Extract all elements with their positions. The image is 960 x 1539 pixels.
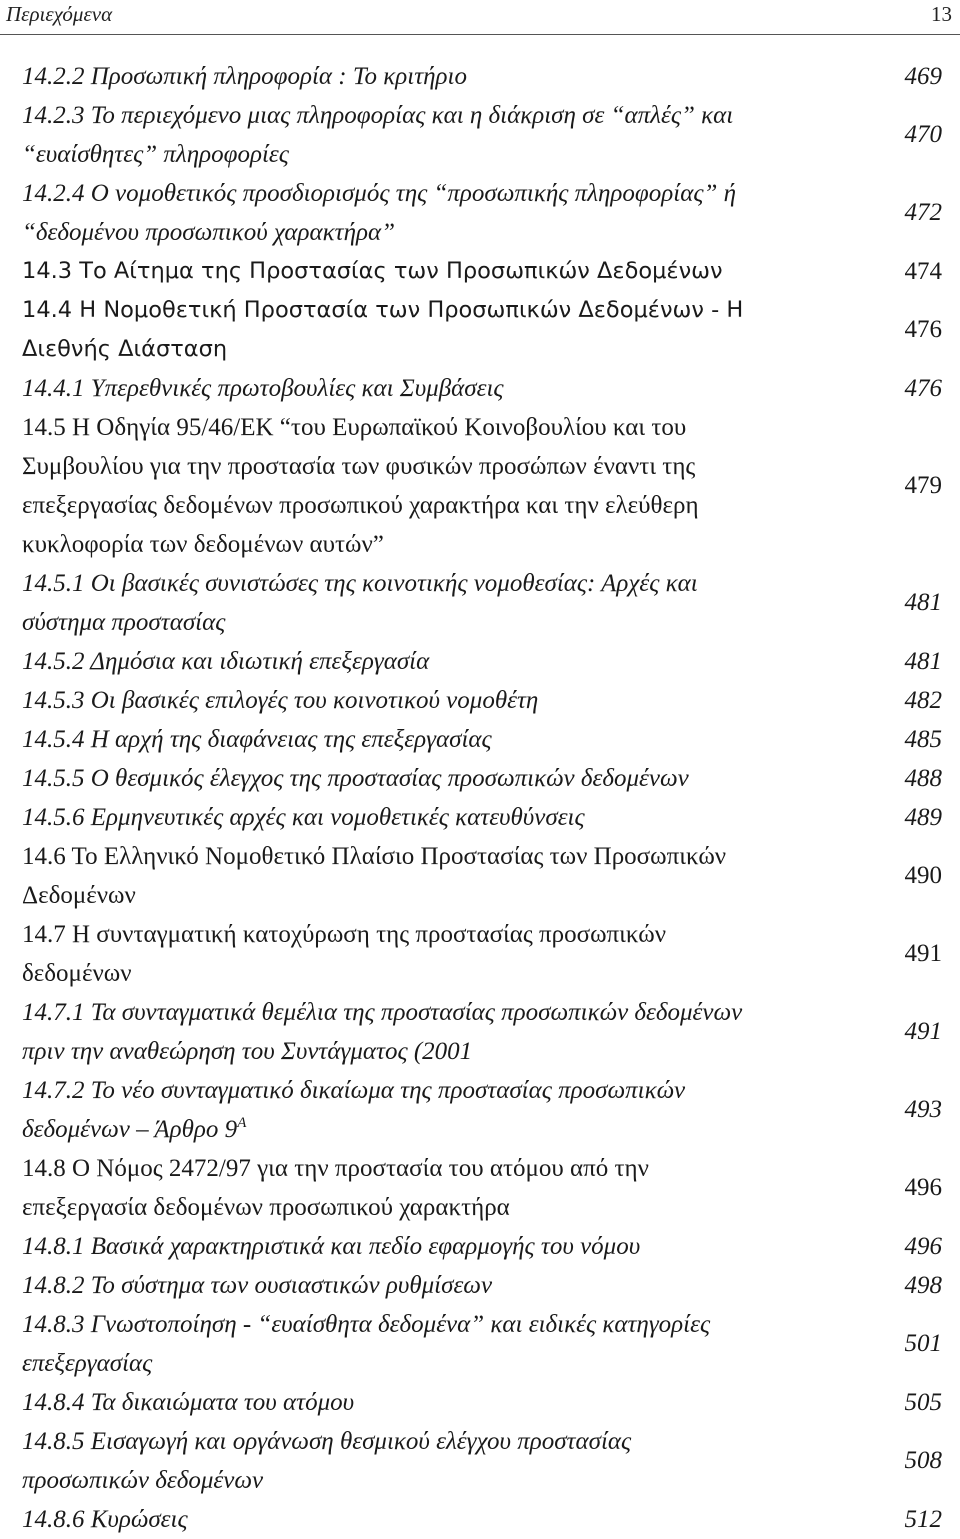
toc-entry[interactable]	[22, 1500, 942, 1539]
entry-title: 14.8.4 Τα δικαιώματα του ατόμου	[22, 1389, 355, 1416]
entry-page: 493	[904, 1096, 942, 1123]
entry-page: 490	[904, 862, 942, 889]
entry-title: 14.4 Η Νομοθετική Προστασία των Προσωπικών Δεδομένων - Η Διεθνής Διάσταση	[22, 297, 744, 362]
toc-entry[interactable]	[22, 1071, 942, 1149]
entry-page: 496	[904, 1174, 942, 1201]
superscript: Α	[237, 1115, 247, 1131]
entry-page: 469	[904, 63, 942, 90]
entry-page: 482	[904, 687, 942, 714]
toc-entry[interactable]	[22, 1305, 942, 1383]
toc-entry[interactable]	[22, 408, 942, 564]
entry-page: 505	[904, 1389, 942, 1416]
entry-page: 501	[904, 1330, 942, 1357]
entry-page: 485	[904, 726, 942, 753]
entry-title: 14.5.1 Οι βασικές συνιστώσες της κοινοτικής νομοθεσίας: Αρχές και σύστημα προστασίας	[22, 570, 698, 636]
toc-entry[interactable]	[22, 291, 942, 369]
entry-title: 14.8.1 Βασικά χαρακτηριστικά και πεδίο εφαρμογής του νόμου	[22, 1233, 641, 1260]
toc-entry[interactable]	[22, 915, 942, 993]
entry-page: 491	[904, 1018, 942, 1045]
entry-page: 496	[904, 1233, 942, 1260]
toc-entry[interactable]	[22, 1422, 942, 1500]
entry-page: 488	[904, 765, 942, 792]
toc-entry[interactable]	[22, 798, 942, 837]
entry-page: 481	[904, 589, 942, 616]
entry-page: 489	[904, 804, 942, 831]
entry-title: 14.7 Η συνταγματική κατοχύρωση της προστασίας προσωπικών δεδομένων	[22, 921, 667, 987]
entry-title: 14.8.2 Το σύστημα των ουσιαστικών ρυθμίσεων	[22, 1272, 493, 1299]
toc-entry[interactable]	[22, 1383, 942, 1422]
entry-page: 508	[904, 1447, 942, 1474]
entry-page: 476	[904, 316, 942, 343]
toc-entry[interactable]	[22, 759, 942, 798]
toc-entry[interactable]	[22, 993, 942, 1071]
entry-title: 14.5.5 Ο θεσμικός έλεγχος της προστασίας προσωπικών δεδομένων	[22, 765, 689, 792]
entry-title: 14.5.4 Η αρχή της διαφάνειας της επεξεργασίας	[22, 726, 492, 753]
entry-title: 14.5.2 Δημόσια και ιδιωτική επεξεργασία	[22, 648, 430, 675]
header-page-number: 13	[931, 2, 952, 26]
entry-page: 498	[904, 1272, 942, 1299]
toc-entry[interactable]	[22, 642, 942, 681]
entry-page: 470	[904, 121, 942, 148]
toc-entry[interactable]	[22, 720, 942, 759]
entry-title: 14.6 Το Ελληνικό Νομοθετικό Πλαίσιο Προστασίας των Προσωπικών Δεδομένων	[22, 843, 727, 909]
entry-title: 14.5 Η Οδηγία 95/46/ΕΚ “του Ευρωπαϊκού Κοινοβουλίου και του Συμβουλίου για την προστασία των φυσικών προσώπων έναντι της επεξεργασίας δεδομένων προσωπικού χαρακτήρα και την ελεύθερη κυκλοφορία των δεδομένων αυτών”	[22, 414, 699, 558]
entry-page: 512	[904, 1506, 942, 1533]
toc-entry[interactable]	[22, 57, 942, 96]
entry-title: 14.8 Ο Νόμος 2472/97 για την προστασία του ατόμου από την επεξεργασία δεδομένων προσωπικού χαρακτήρα	[22, 1155, 649, 1221]
toc-entry[interactable]	[22, 1227, 942, 1266]
entry-title: 14.2.4 Ο νομοθετικός προσδιορισμός της “προσωπικής πληροφορίας” ή “δεδομένου προσωπικού χαρακτήρα”	[22, 180, 737, 246]
entry-title: 14.4.1 Υπερεθνικές πρωτοβουλίες και Συμβάσεις	[22, 375, 504, 402]
toc-entry[interactable]	[22, 1266, 942, 1305]
toc-entry[interactable]	[22, 837, 942, 915]
entry-title: 14.8.6 Κυρώσεις	[22, 1506, 188, 1533]
entry-title: 14.5.3 Οι βασικές επιλογές του κοινοτικού νομοθέτη	[22, 687, 539, 714]
entry-title: 14.8.5 Εισαγωγή και οργάνωση θεσμικού ελέγχου προστασίας προσωπικών δεδομένων	[22, 1428, 632, 1494]
toc-entry[interactable]	[22, 1149, 942, 1227]
entry-page: 491	[904, 940, 942, 967]
toc-entry[interactable]	[22, 369, 942, 408]
entry-title: 14.5.6 Ερμηνευτικές αρχές και νομοθετικές κατευθύνσεις	[22, 804, 585, 831]
entry-page: 472	[904, 199, 942, 226]
entry-title: 14.7.2 Το νέο συνταγματικό δικαίωμα της προστασίας προσωπικών δεδομένων – Άρθρο $9^A$	[22, 1077, 686, 1143]
entry-title: 14.3 Το Αίτημα της Προστασίας των Προσωπικών Δεδομένων	[22, 258, 723, 284]
toc-entry[interactable]	[22, 564, 942, 642]
entry-title: 14.8.3 Γνωστοποίηση - “ευαίσθητα δεδομένα” και ειδικές κατηγορίες επεξεργασίας	[22, 1311, 711, 1377]
entry-page: 474	[904, 258, 942, 285]
toc-entry[interactable]	[22, 252, 942, 291]
entry-page: 481	[904, 648, 942, 675]
entry-page: 479	[904, 472, 942, 499]
entry-page: 476	[904, 375, 942, 402]
header-title: Περιεχόμενα	[6, 2, 113, 26]
toc-entry[interactable]	[22, 174, 942, 252]
entry-title: 14.2.2 Προσωπική πληροφορία : Το κριτήριο	[22, 63, 468, 90]
toc-entry[interactable]	[22, 96, 942, 174]
toc-entry[interactable]	[22, 681, 942, 720]
entry-title: 14.7.1 Τα συνταγματικά θεμέλια της προστασίας προσωπικών δεδομένων πριν την αναθεώρηση του Συντάγματος (2001	[22, 999, 743, 1065]
entry-title: 14.2.3 Το περιεχόμενο μιας πληροφορίας και η διάκριση σε “απλές” και “ευαίσθητες” πληροφορίες	[22, 102, 734, 168]
